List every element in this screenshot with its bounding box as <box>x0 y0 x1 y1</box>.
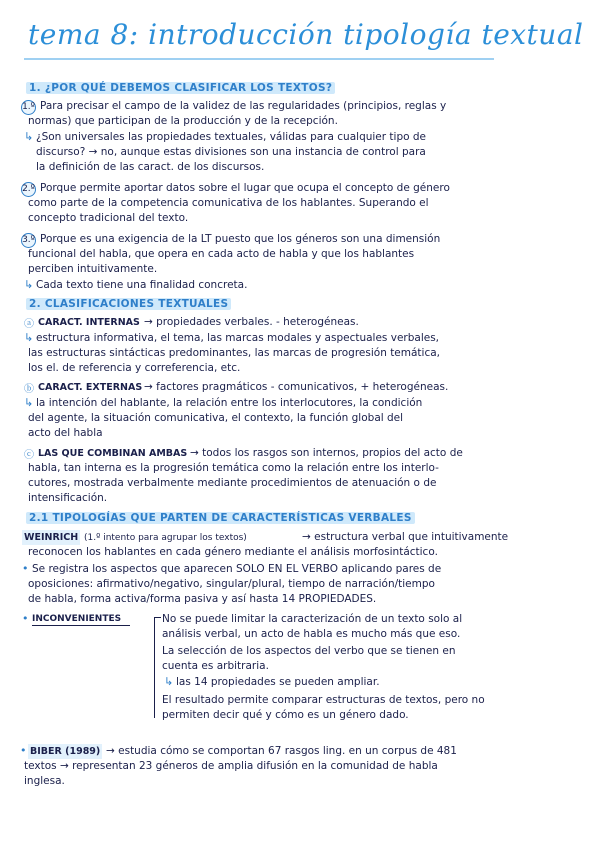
s1-p2-line1: Porque permite aportar datos sobre el lugar que ocupa el concepto de género <box>40 182 450 194</box>
page-title: tema 8: introducción tipología textual <box>28 18 584 51</box>
bullet-icon: • <box>20 744 27 757</box>
weinrich-line2: reconocen los hablantes en cada género mediante el análisis morfosintáctico. <box>28 546 438 558</box>
section-2-1-heading: 2.1 TIPOLOGÍAS QUE PARTEN DE CARACTERÍSTICAS VERBALES <box>26 512 415 524</box>
number-badge-3: 3.º <box>21 233 36 248</box>
drawback-3-line1: El resultado permite comparar estructuras de textos, pero no <box>162 694 485 706</box>
s1-p3-line2: funcional del habla, que opera en cada acto de habla y que los hablantes <box>28 248 415 260</box>
s2-a-line3: los el. de referencia y correferencia, etc. <box>28 362 241 374</box>
s1-p1-line1: Para precisar el campo de la validez de las regularidades (principios, reglas y <box>40 100 447 112</box>
sub-arrow-icon: ↳ <box>24 331 34 344</box>
s2-c-line1: habla, tan interna es la progresión temática como la relación entre los interlo- <box>28 462 439 474</box>
drawback-2-line2: cuenta es arbitraria. <box>162 660 269 672</box>
biber-line3: inglesa. <box>24 775 65 787</box>
bullet-icon: • <box>22 612 29 625</box>
s2-b-line1: la intención del hablante, la relación entre los interlocutores, la condición <box>36 397 423 409</box>
drawback-1-line1: No se puede limitar la caracterización de un texto solo al <box>162 613 463 625</box>
s1-p1-line2: normas) que participan de la producción y de la recepción. <box>28 115 338 127</box>
drawback-1-line2: análisis verbal, un acto de habla es mucho más que eso. <box>162 628 461 640</box>
circled-b-icon: ⓑ <box>24 384 34 395</box>
internal-features-desc: → propiedades verbales. - heterogéneas. <box>144 316 359 328</box>
drawback-3-line2: permiten decir qué y cómo es un género dado. <box>162 709 409 721</box>
circled-c-icon: ⓒ <box>24 450 34 461</box>
s2-a-line1: estructura informativa, el tema, las marcas modales y aspectuales verbales, <box>36 332 440 344</box>
s2-a-line2: las estructuras sintácticas predominantes, las marcas de progresión temática, <box>28 347 441 359</box>
s1-p3-line3: perciben intuitivamente. <box>28 263 158 275</box>
section-1-heading: 1. ¿POR QUÉ DEBEMOS CLASIFICAR LOS TEXTOS? <box>26 82 335 94</box>
s21-b1-line1: Se registra los aspectos que aparecen SOLO EN EL VERBO aplicando pares de <box>32 563 442 575</box>
drawback-2-line1: La selección de los aspectos del verbo que se tienen en <box>162 645 456 657</box>
s2-b-line2: del agente, la situación comunicativa, el contexto, la función global del <box>28 412 404 424</box>
biber-label: BIBER (1989) <box>28 744 102 759</box>
section-2-heading: 2. CLASIFICACIONES TEXTUALES <box>26 298 231 310</box>
biber-line1: → estudia cómo se comportan 67 rasgos ling. en un corpus de 481 <box>106 745 457 757</box>
combined-features-desc: → todos los rasgos son internos, propios del acto de <box>190 447 463 459</box>
s21-b1-line3: de habla, forma activa/forma pasiva y así hasta 14 PROPIEDADES. <box>28 593 377 605</box>
s1-p3-sub: Cada texto tiene una finalidad concreta. <box>36 279 248 291</box>
number-badge-2: 2.º <box>21 182 36 197</box>
s2-b-line3: acto del habla <box>28 427 103 439</box>
number-badge-1: 1.º <box>21 100 36 115</box>
s1-p1-sub-line1: ¿Son universales las propiedades textuales, válidas para cualquier tipo de <box>36 131 427 143</box>
drawbacks-label: INCONVENIENTES <box>32 614 122 624</box>
s1-p1-sub-line2: discurso? → no, aunque estas divisiones son una instancia de control para <box>36 146 426 158</box>
biber-line2: textos → representan 23 géneros de amplia difusión en la comunidad de habla <box>24 760 438 772</box>
s2-c-line2: cutores, mostrada verbalmente mediante procedimientos de atenuación o de <box>28 477 437 489</box>
sub-arrow-icon: ↳ <box>24 130 34 143</box>
title-underline <box>24 58 494 60</box>
external-features-desc: → factores pragmáticos - comunicativos, + heterogéneas. <box>144 381 449 393</box>
weinrich-desc: → estructura verbal que intuitivamente <box>302 531 509 543</box>
circled-a-icon: ⓐ <box>24 319 34 330</box>
s1-p2-line3: concepto tradicional del texto. <box>28 212 189 224</box>
s2-c-line3: intensificación. <box>28 492 108 504</box>
s1-p3-line1: Porque es una exigencia de la LT puesto que los géneros son una dimensión <box>40 233 441 245</box>
internal-features-label: CARACT. INTERNAS <box>38 317 140 328</box>
external-features-label: CARACT. EXTERNAS <box>38 382 143 393</box>
sub-arrow-icon: ↳ <box>164 675 174 688</box>
drawbacks-underline <box>32 625 130 626</box>
weinrich-label: WEINRICH <box>22 530 80 545</box>
sub-arrow-icon: ↳ <box>24 278 34 291</box>
weinrich-note: (1.º intento para agrupar los textos) <box>84 533 247 543</box>
s1-p2-line2: como parte de la competencia comunicativa de los hablantes. Superando el <box>28 197 429 209</box>
bullet-icon: • <box>22 562 29 575</box>
drawbacks-bracket <box>154 617 161 718</box>
s21-b1-line2: oposiciones: afirmativo/negativo, singular/plural, tiempo de narración/tiempo <box>28 578 435 590</box>
drawback-2-sub: las 14 propiedades se pueden ampliar. <box>176 676 380 688</box>
combined-features-label: LAS QUE COMBINAN AMBAS <box>38 448 188 459</box>
s1-p1-sub-line3: la definición de las caract. de los discursos. <box>36 161 265 173</box>
sub-arrow-icon: ↳ <box>24 396 34 409</box>
